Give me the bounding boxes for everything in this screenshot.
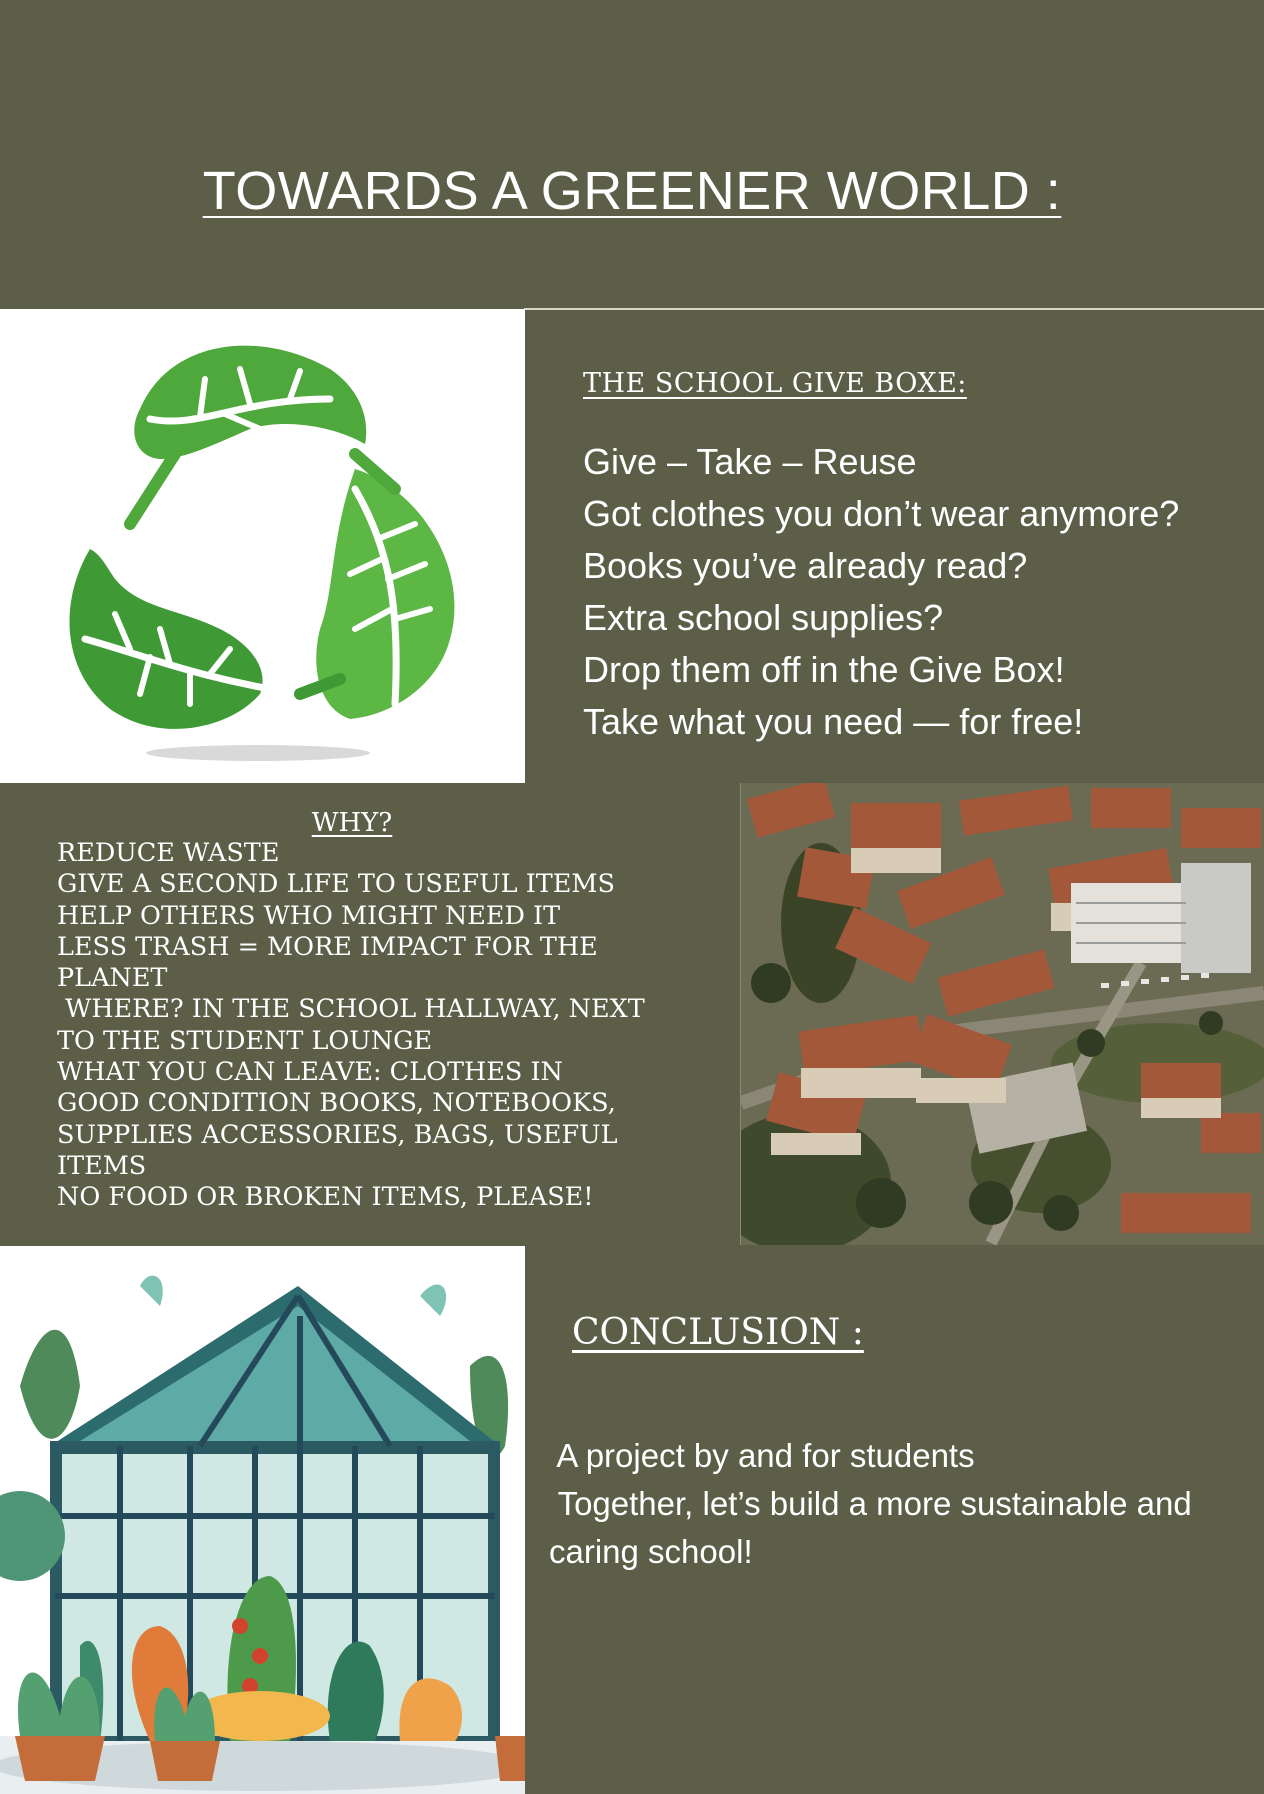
- why-line: TO THE STUDENT LOUNGE: [57, 1025, 433, 1056]
- give-box-text: [583, 436, 1179, 748]
- why-line: PLANET: [57, 963, 168, 994]
- conclusion-heading: CONCLUSION :: [572, 1312, 864, 1353]
- aerial-town-photo: [741, 783, 1264, 1245]
- why-line: WHAT YOU CAN LEAVE: CLOTHES IN: [57, 1057, 563, 1088]
- give-box-line: Take what you need — for free!: [583, 701, 1084, 742]
- why-line: SUPPLIES ACCESSORIES, BAGS, USEFUL: [57, 1119, 618, 1150]
- why-section: [57, 808, 717, 1214]
- conclusion-text: [549, 1432, 1192, 1576]
- why-line: WHERE? IN THE SCHOOL HALLWAY, NEXT: [57, 994, 645, 1025]
- recycle-icon: [0, 309, 525, 783]
- recycle-leaves-image: [0, 309, 525, 783]
- why-line: HELP OTHERS WHO MIGHT NEED IT: [57, 900, 561, 931]
- conclusion-line: Together, let’s build a more sustainable and: [549, 1485, 1192, 1522]
- why-line: LESS TRASH = MORE IMPACT FOR THE: [57, 931, 598, 962]
- recycle-leaf-top: [130, 346, 366, 524]
- give-box-line: Extra school supplies?: [583, 597, 944, 638]
- why-line: NO FOOD OR BROKEN ITEMS, PLEASE!: [57, 1182, 594, 1213]
- why-line: ITEMS: [57, 1150, 147, 1181]
- why-line: GOOD CONDITION BOOKS, NOTEBOOKS,: [57, 1088, 616, 1119]
- why-line: REDUCE WASTE: [57, 838, 280, 868]
- conclusion-line: caring school!: [549, 1533, 753, 1570]
- top-divider: [524, 308, 1264, 310]
- why-text: [57, 838, 717, 1214]
- conclusion-line: A project by and for students: [549, 1437, 975, 1474]
- recycle-leaf-left: [70, 549, 340, 729]
- give-box-heading: THE SCHOOL GIVE BOXE:: [583, 368, 967, 399]
- give-box-line: Books you’ve already read?: [583, 545, 1028, 586]
- greenhouse-image: [0, 1246, 525, 1794]
- give-box-line: Drop them off in the Give Box!: [583, 649, 1065, 690]
- why-line: GIVE A SECOND LIFE TO USEFUL ITEMS: [57, 869, 615, 900]
- page-title: TOWARDS A GREENER WORLD :: [202, 161, 1062, 221]
- give-box-line: Give – Take – Reuse: [583, 441, 917, 482]
- why-heading: WHY?: [311, 808, 393, 838]
- give-box-line: Got clothes you don’t wear anymore?: [583, 493, 1180, 534]
